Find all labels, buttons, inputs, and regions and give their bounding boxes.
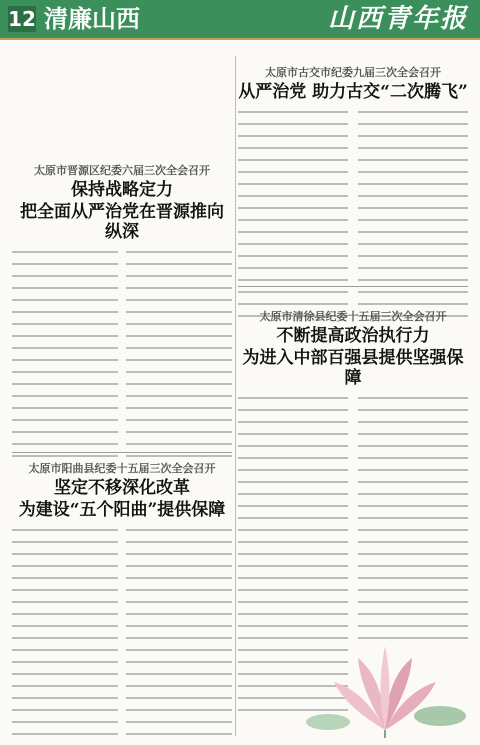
- article-headline-line-2: 为进入中部百强县提供坚强保障: [242, 348, 464, 388]
- text-line: [12, 311, 118, 320]
- text-line: [126, 347, 232, 356]
- text-line: [126, 613, 232, 622]
- text-line: [126, 601, 232, 610]
- text-line: [12, 383, 118, 392]
- text-line: [126, 553, 232, 562]
- text-line: [358, 445, 468, 454]
- article-jinyuan: [12, 158, 232, 467]
- article-divider: [238, 286, 468, 287]
- text-line: [12, 431, 118, 440]
- article-divider: [12, 452, 232, 453]
- text-line: [126, 419, 232, 428]
- text-line: [238, 457, 348, 466]
- text-line: [358, 433, 468, 442]
- article-kicker: 太原市古交市纪委九届三次全会召开: [265, 66, 441, 79]
- text-line: [358, 135, 468, 144]
- text-line: [126, 371, 232, 380]
- article-kicker: 太原市清徐县纪委十五届三次全会召开: [259, 310, 447, 323]
- text-line: [358, 409, 468, 418]
- newspaper-logo: 山西青年报: [327, 4, 468, 34]
- text-line: [238, 421, 348, 430]
- text-line: [126, 637, 232, 646]
- article-body: [12, 248, 232, 467]
- text-line: [238, 493, 348, 502]
- text-line: [358, 171, 468, 180]
- text-line: [238, 529, 348, 538]
- text-line: [238, 433, 348, 442]
- text-line: [126, 733, 232, 742]
- text-line: [12, 443, 118, 452]
- text-line: [12, 637, 118, 646]
- text-line: [126, 697, 232, 706]
- text-line: [126, 577, 232, 586]
- text-line: [126, 407, 232, 416]
- text-line: [238, 231, 348, 240]
- article-kicker: 太原市晋源区纪委六届三次全会召开: [34, 164, 210, 177]
- text-line: [12, 565, 118, 574]
- text-line: [238, 207, 348, 216]
- text-line: [126, 311, 232, 320]
- text-line: [12, 673, 118, 682]
- text-line: [238, 267, 348, 276]
- text-line: [238, 601, 348, 610]
- text-line: [358, 565, 468, 574]
- text-line: [238, 159, 348, 168]
- text-line: [12, 419, 118, 428]
- text-line: [126, 431, 232, 440]
- text-line: [238, 183, 348, 192]
- text-line: [126, 565, 232, 574]
- text-column: [12, 526, 118, 745]
- text-line: [126, 529, 232, 538]
- text-column: [238, 108, 348, 327]
- text-line: [358, 457, 468, 466]
- text-line: [12, 371, 118, 380]
- text-line: [12, 589, 118, 598]
- text-line: [238, 219, 348, 228]
- text-line: [126, 721, 232, 730]
- text-line: [238, 255, 348, 264]
- text-column: [126, 248, 232, 467]
- text-line: [126, 275, 232, 284]
- text-line: [238, 565, 348, 574]
- text-line: [126, 685, 232, 694]
- text-line: [12, 359, 118, 368]
- text-line: [358, 469, 468, 478]
- text-line: [358, 243, 468, 252]
- lotus-illustration: [300, 612, 470, 738]
- text-line: [12, 263, 118, 272]
- text-line: [126, 323, 232, 332]
- text-line: [238, 111, 348, 120]
- text-line: [358, 589, 468, 598]
- text-line: [126, 251, 232, 260]
- text-line: [12, 251, 118, 260]
- text-line: [12, 697, 118, 706]
- lotus-leaf: [414, 706, 466, 726]
- text-line: [12, 685, 118, 694]
- text-line: [358, 421, 468, 430]
- text-line: [358, 255, 468, 264]
- text-line: [126, 335, 232, 344]
- text-line: [126, 299, 232, 308]
- text-line: [238, 505, 348, 514]
- text-line: [12, 709, 118, 718]
- text-line: [126, 287, 232, 296]
- text-line: [238, 195, 348, 204]
- text-line: [12, 323, 118, 332]
- text-line: [358, 195, 468, 204]
- text-line: [12, 287, 118, 296]
- text-line: [238, 135, 348, 144]
- text-line: [358, 397, 468, 406]
- text-line: [358, 159, 468, 168]
- text-line: [126, 263, 232, 272]
- text-line: [358, 183, 468, 192]
- text-line: [12, 275, 118, 284]
- text-line: [12, 625, 118, 634]
- text-line: [238, 469, 348, 478]
- text-line: [238, 397, 348, 406]
- text-line: [12, 733, 118, 742]
- text-line: [12, 649, 118, 658]
- text-line: [358, 601, 468, 610]
- text-line: [358, 291, 468, 300]
- article-headline-line-1: 坚定不移深化改革: [54, 478, 190, 498]
- text-line: [12, 407, 118, 416]
- text-column: [126, 526, 232, 745]
- text-line: [358, 577, 468, 586]
- text-column: [358, 108, 468, 327]
- text-line: [358, 147, 468, 156]
- text-line: [238, 541, 348, 550]
- text-line: [238, 123, 348, 132]
- column-divider: [235, 56, 236, 736]
- text-line: [358, 553, 468, 562]
- article-body: [12, 526, 232, 745]
- text-line: [12, 601, 118, 610]
- text-line: [126, 673, 232, 682]
- text-line: [358, 123, 468, 132]
- text-line: [238, 243, 348, 252]
- text-line: [238, 147, 348, 156]
- text-line: [358, 541, 468, 550]
- text-line: [358, 219, 468, 228]
- text-line: [238, 445, 348, 454]
- text-line: [12, 299, 118, 308]
- text-line: [238, 291, 348, 300]
- text-line: [238, 171, 348, 180]
- text-line: [126, 649, 232, 658]
- text-line: [358, 267, 468, 276]
- text-line: [126, 541, 232, 550]
- article-headline: 从严治党 助力古交“二次腾飞”: [238, 82, 468, 102]
- text-line: [12, 395, 118, 404]
- text-line: [12, 613, 118, 622]
- article-yangqu: [12, 456, 232, 745]
- section-title: 清廉山西: [44, 4, 140, 33]
- text-line: [238, 481, 348, 490]
- text-line: [12, 347, 118, 356]
- text-line: [358, 111, 468, 120]
- text-line: [358, 505, 468, 514]
- text-line: [238, 517, 348, 526]
- article-headline-line-1: 保持战略定力: [71, 180, 173, 200]
- text-line: [12, 553, 118, 562]
- text-line: [12, 577, 118, 586]
- text-line: [126, 359, 232, 368]
- text-line: [12, 661, 118, 670]
- text-line: [126, 589, 232, 598]
- article-body: [238, 108, 468, 327]
- text-line: [126, 709, 232, 718]
- text-line: [358, 517, 468, 526]
- text-line: [126, 625, 232, 634]
- text-line: [126, 395, 232, 404]
- text-line: [358, 231, 468, 240]
- text-line: [126, 443, 232, 452]
- text-line: [358, 481, 468, 490]
- text-line: [12, 529, 118, 538]
- text-line: [126, 383, 232, 392]
- text-line: [238, 577, 348, 586]
- article-headline-line-2: 为建设“五个阳曲”提供保障: [18, 500, 226, 520]
- masthead-band: [0, 0, 480, 38]
- article-kicker: 太原市阳曲县纪委十五届三次全会召开: [28, 462, 216, 475]
- text-line: [358, 493, 468, 502]
- text-line: [12, 541, 118, 550]
- text-column: [12, 248, 118, 467]
- page-number: 12: [8, 7, 36, 31]
- masthead-edge-rule: [0, 38, 480, 40]
- text-line: [12, 721, 118, 730]
- article-headline-line-1: 不断提高政治执行力: [276, 326, 430, 346]
- text-line: [238, 409, 348, 418]
- text-line: [358, 207, 468, 216]
- text-line: [238, 589, 348, 598]
- article-headline-line-2: 把全面从严治党在晋源推向纵深: [20, 202, 224, 242]
- text-line: [12, 335, 118, 344]
- text-line: [238, 553, 348, 562]
- text-line: [358, 529, 468, 538]
- lotus-leaf: [306, 714, 350, 730]
- text-line: [126, 661, 232, 670]
